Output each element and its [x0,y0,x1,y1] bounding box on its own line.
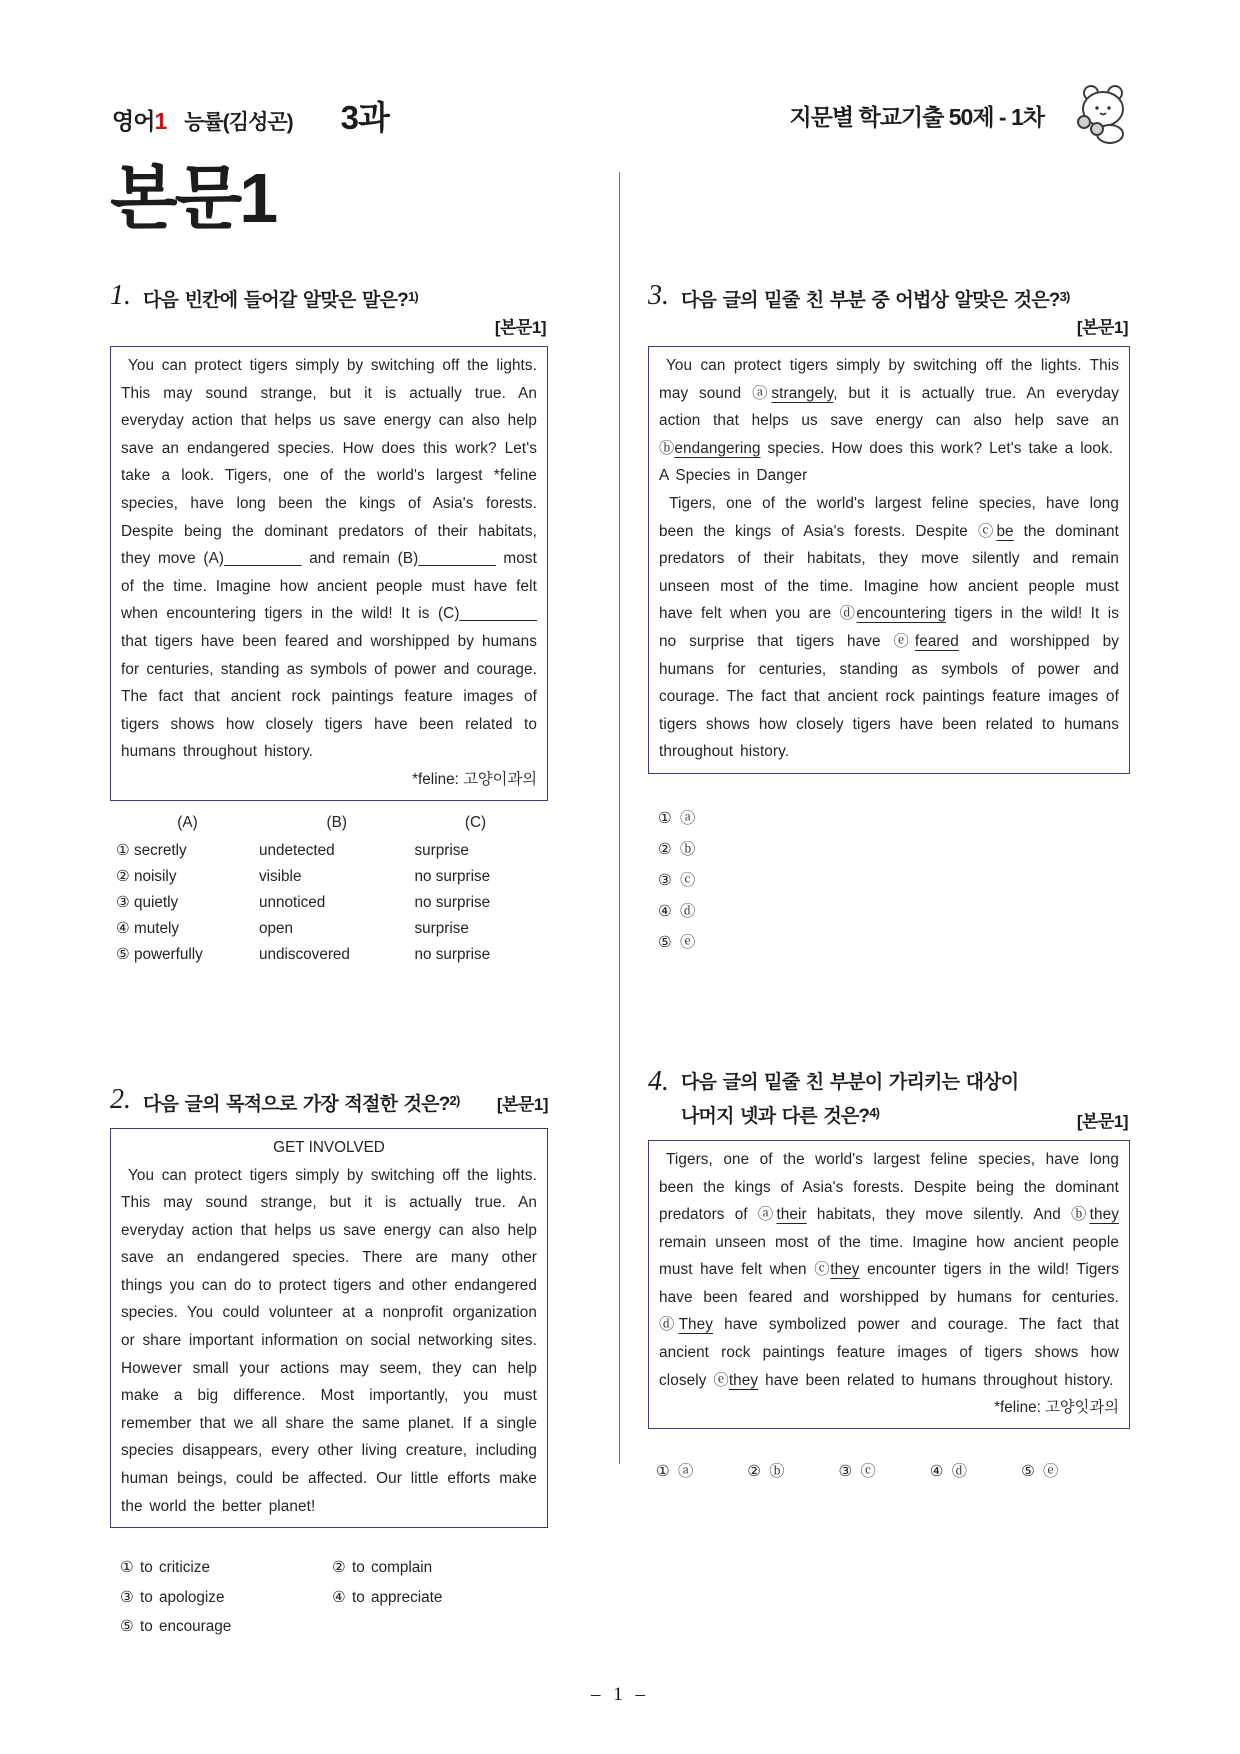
options-table [116,813,536,968]
source-tag-line [648,316,1128,341]
option-5: ⑤ to encourage [120,1618,232,1636]
column-header-c: (C) [464,813,487,831]
course-number: 1 [154,108,167,134]
option-row-5 [116,942,536,968]
passage-box [110,1128,548,1528]
question-number: 1. [110,280,131,311]
left-column [110,282,548,1636]
question-4-header [648,1065,1130,1132]
source-tag: [본문1] [1076,318,1128,337]
option-cell: surprise [414,841,469,859]
textbook-label: 능률(김성곤) [184,111,293,134]
question-title [143,282,418,316]
vocab-note: *feline: 고양잇과의 [994,1399,1119,1417]
option-3: ③ ⓒ [838,1463,878,1481]
option-4: ④ ⓓ [658,902,698,920]
unit-label: 3과 [340,99,389,136]
option-cell: no surprise [414,893,491,911]
passage-box [110,346,548,801]
passage-text: You can protect tigers simply by switching off the lights. This may sound strange, but it is actually true. An everyday action that helps us save energy can also help save an endangered species. How does this work? Let's take a look. Tigers, one of the world's largest *feline species, have long been the kings of Asia's forests. Despite being the dominant predators of their habitats, they move (A)_________ and remain (B)_________ most of the time. Imagine how ancient people must have felt when encountering tigers in the wild! It is (C)_________ that tigers have been feared and worshipped by humans for centuries, standing as symbols of power and courage. The fact that ancient rock paintings feature images of tigers shows how closely tigers have been related to humans throughout history. [121,357,537,761]
source-tag: [본문1] [496,1094,548,1114]
option-2: ② ⓑ [747,1463,787,1481]
option-cell: ① secretly [116,842,187,860]
question-2 [110,1083,548,1636]
column-header-b: (B) [326,813,347,831]
option-row-1 [116,838,536,864]
option-cell: visible [258,867,302,885]
question-3 [648,282,1130,952]
option-4: ④ to appreciate [332,1588,443,1606]
footnote-marker: 1) [407,289,418,304]
option-4: ④ ⓓ [929,1463,970,1481]
vocab-note: *feline: 고양이과의 [412,770,537,788]
section-title: 본문1 [110,159,276,237]
question-4 [648,1065,1130,1481]
option-row-2 [116,864,536,890]
question-title [681,1068,1130,1132]
option-1: ① ⓐ [656,1463,696,1481]
question-number: 4. [648,1065,669,1097]
option-3: ③ ⓒ [658,871,698,889]
option-cell: ⑤ powerfully [116,946,203,964]
option-cell: ② noisily [116,868,177,886]
header-right [789,82,1136,149]
option-3: ③ to apologize [120,1588,225,1606]
options-table-body [116,838,536,968]
source-tag-line [110,316,546,341]
option-cell: undiscovered [258,945,350,963]
passage-box [648,1140,1130,1429]
question-2-header [110,1083,548,1120]
passage-heading: GET INVOLVED [273,1138,385,1156]
option-cell: ④ mutely [116,920,180,938]
footnote-marker: 3) [1059,289,1070,304]
source-tag: [본문1] [1076,1111,1128,1131]
footnote-marker: 2) [449,1092,460,1108]
course-label [112,103,166,136]
option-5: ⑤ ⓔ [1021,1463,1061,1481]
course-name: 영어 [112,108,155,134]
source-tag: [본문1] [494,318,546,337]
question-1-header [110,282,548,316]
worksheet-title: 지문별 학교기출 50제 - 1차 [789,104,1044,130]
option-cell: no surprise [414,867,491,885]
passage-text: Tigers, one of the world's largest feline species, have long been the kings of Asia's forests. Despite being the dominant predators of ⓐtheir habitats, they move silently. And ⓑthey remain unseen most of the time. Imagine how ancient people must have felt when ⓒthey encounter tigers in the wild! Tigers have been feared and worshipped by humans for centuries. ⓓThey have symbolized power and courage. The fact that ancient rock paintings feature images of tigers shows how closely ⓔthey have been related to humans throughout history. [659,1150,1119,1389]
question-title-text: 다음 글의 밑줄 친 부분이 가리키는 대상이 나머지 넷과 다른 것은? [681,1071,1019,1127]
answer-options [120,1558,548,1636]
passage-text: You can protect tigers simply by switching off the lights. This may sound strange, but it is actually true. An everyday action that helps us save energy can also help save an endangered species. There are many other things you can do to protect tigers and other endangered species. You could volunteer at a nonprofit organization or share important information on social networking sites. However small your actions may seem, they can help make a big difference. Most importantly, you must remember that we all share the same planet. If a single species disappears, every other living creature, including human beings, could be affected. Our little efforts make the world the better planet! [121,1166,537,1515]
option-cell: undetected [258,841,335,859]
question-title-text: 다음 글의 목적으로 가장 적절한 것은? [143,1093,450,1115]
option-row-3 [116,890,536,916]
page-number: – 1 – [591,1684,649,1705]
option-1: ① to criticize [120,1559,210,1577]
passage-text: You can protect tigers simply by switching off the lights. This may sound ⓐstrangely, but it is actually true. An everyday action that helps us save energy can also help save an ⓑendangering species. How does this work? Let's take a look. A Species in Danger Tigers, one of the world's largest feline species, have long been the kings of Asia's forests. Despite ⓒbe the dominant predators of their habitats, they move silently and remain unseen most of the time. Imagine how ancient people must have felt when you are ⓓencountering tigers in the wild! It is no surprise that tigers have ⓔfeared and worshipped by humans for centuries, standing as symbols of power and courage. The fact that ancient rock paintings feature images of tigers shows how closely tigers have been related to humans throughout history. [659,357,1120,761]
answer-options [656,1459,1130,1481]
options-table-head [116,813,536,838]
header-left [112,92,389,139]
passage-box [648,346,1130,774]
option-2: ② to complain [332,1559,433,1577]
question-title [681,282,1070,316]
question-title [143,1086,459,1120]
right-column [648,282,1130,1636]
option-1: ① ⓐ [658,809,698,827]
question-3-header [648,282,1130,316]
bear-mascot-icon [1070,82,1136,149]
question-number: 3. [648,280,669,311]
option-cell: unnoticed [258,893,326,911]
option-2: ② ⓑ [658,840,698,858]
question-1 [110,282,548,968]
question-number: 2. [110,1083,131,1115]
content-columns [110,282,1130,1636]
question-title-text: 다음 빈칸에 들어갈 알맞은 말은? [143,290,408,311]
option-cell: open [258,919,293,937]
option-cell: ③ quietly [116,894,179,912]
option-5: ⑤ ⓔ [658,933,698,951]
column-header-a: (A) [177,813,198,831]
option-cell: surprise [414,919,469,937]
answer-options [658,806,1130,952]
option-row-4 [116,916,536,942]
options-header-row [116,813,536,838]
option-cell: no surprise [414,945,491,963]
footnote-marker: 4) [869,1104,880,1120]
page-header [112,82,1136,149]
question-title-text: 다음 글의 밑줄 친 부분 중 어법상 알맞은 것은? [681,290,1060,311]
